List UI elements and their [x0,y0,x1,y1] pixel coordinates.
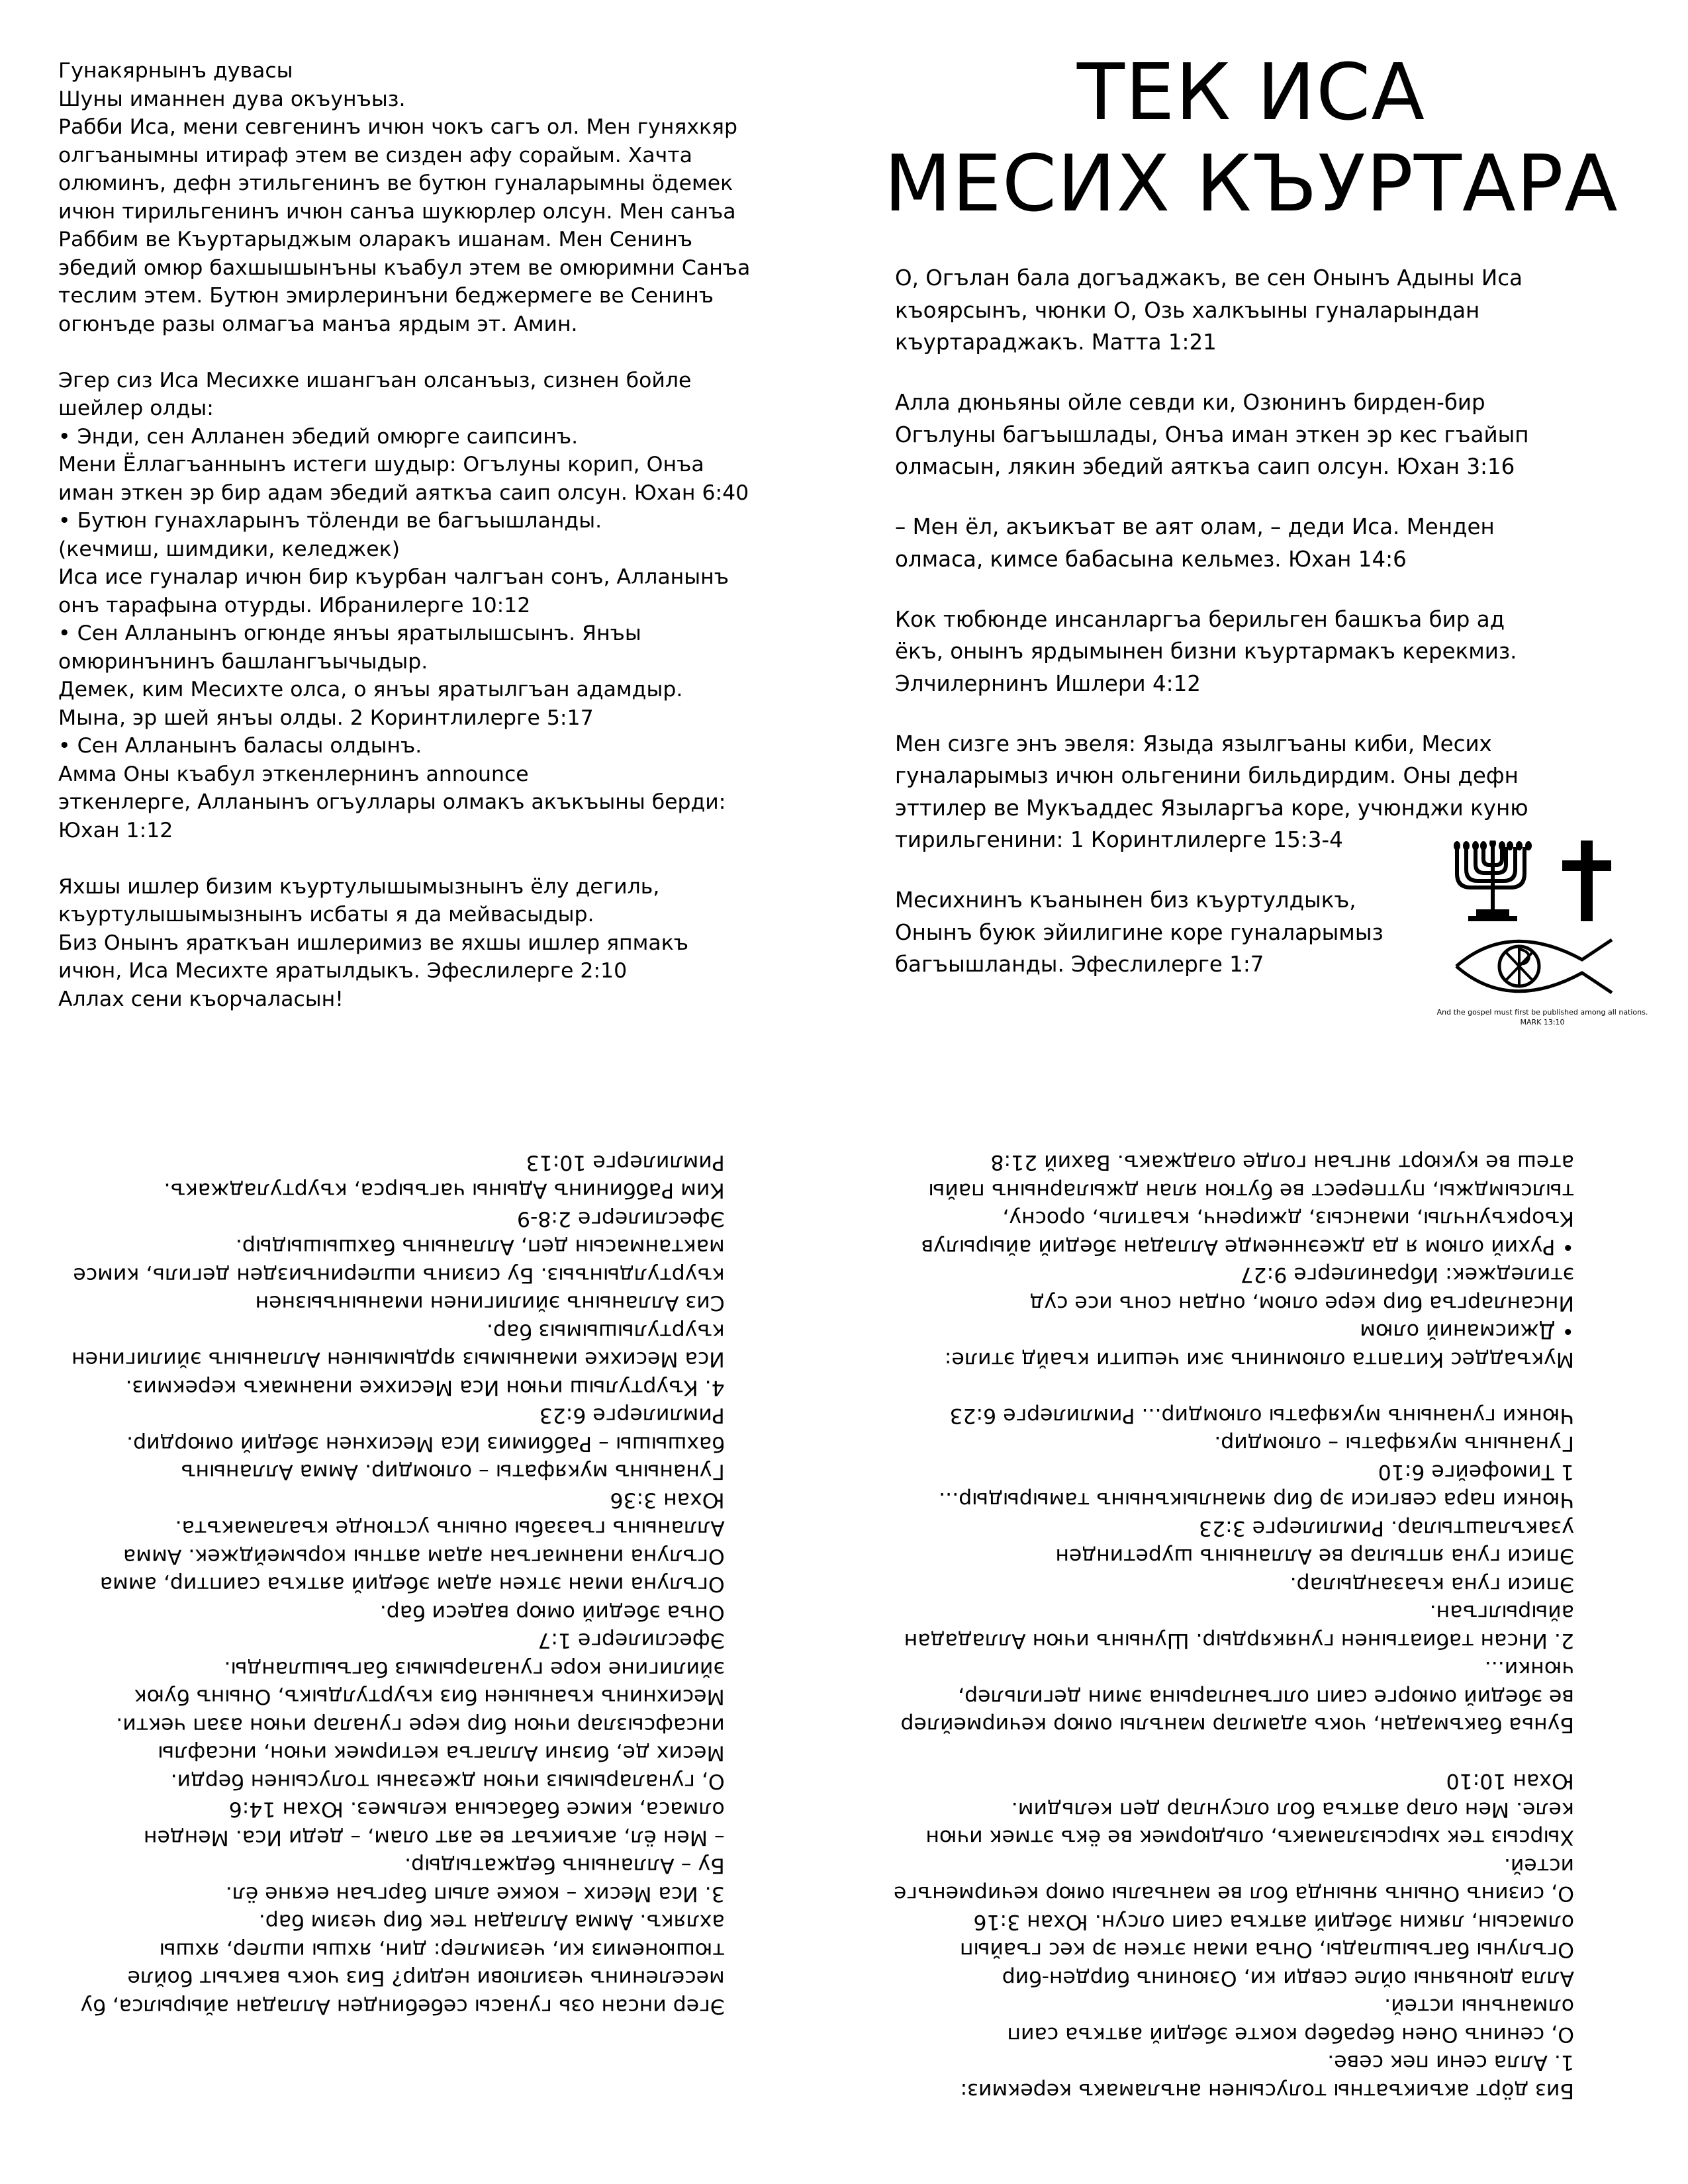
gospel-line: Ким Раббининъ Адыны чагъырса, къуртуладжакъ. [164,1179,725,1203]
prayer-line: олгъанымны итираф этем ве сизден афу сорайым. Хачта [58,143,692,167]
verse-line: олмаса, кимсе бабасына кельмез. Юхан 14:6 [895,546,1407,572]
gospel-line: ахлякъ. Амма Алладан тек бир чезим бар. [258,1910,725,1934]
verse-line: багъышланды. Эфеслилерге 1:7 [895,952,1264,977]
steps-line: Инсанларгъа бир кере олюм, ондан сонъ исе суд [1029,1291,1574,1315]
gospel-line: Эгер инсан озь гунасы себебинден Алладан айырылса, бу [80,1994,725,2019]
title-line-2: МЕСИХ КЪУРТАРА [884,138,1618,229]
gospel-line: Месихнинъ къанынен биз къуртулдыкъ, Онынъ буюк [134,1685,725,1709]
gospel-line: меселенинъ чезилюви недир? Биз чокъ вакъыт бойле [127,1966,725,1990]
prayer-line: Иса исе гуналар ичюн бир къурбан чалгъан сонъ, Алланынъ [58,565,729,589]
prayer-line: (кечмиш, шимдики, келеджек) [58,537,400,561]
gospel-line: Юхан 3:36 [610,1488,725,1512]
prayer-line: • Сен Алланынъ огюнде янъы яратылышсынъ. Янъы [58,621,641,645]
prayer-line: олюминъ, дефн этильгенинъ ве бутюн гуналарымны ӧдемек [58,171,733,195]
verse-line: къуртараджакъ. Матта 1:21 [895,330,1217,355]
verse-line [895,359,1529,387]
prayer-line: Мени Ёллагъаннынъ истеги шудыр: Огълуны корип, Онъа [58,453,704,477]
steps-line: Мукъаддес Китапта олюмнинъ эки чешити къайд этиле: [944,1347,1574,1371]
fish-icon [1456,940,1612,993]
verse-line: Элчилернинъ Ишлери 4:12 [895,670,1201,696]
steps-line [894,1739,1574,1768]
verse-line: къоярсынъ, чюнки О, Озь халкъыны гуналарындан [895,297,1480,323]
prayer-line: Биз Онынъ яраткъан ишлеримиз ве яхшы ишлер япмакъ [58,931,688,955]
steps-line: олманъны истей. [1384,1994,1574,2019]
steps-line: Хырсыз тек хырсызламакъ, ольдюрмек ве ёкъ этмек ичюн [925,1825,1574,1850]
steps-line: Чюнки пара севгиси эр бир яманлыкънынъ тамырыдыр... [939,1488,1574,1512]
prayer-line: Эгер сиз Иса Месихке ишангъан олсанъыз, сизнен бойле [58,368,692,392]
prayer-line: Шуны иманнен дува окъунъыз. [58,87,406,111]
prayer-line: Яхшы ишлер бизим къуртулышымызнынъ ёлу дегиль, [58,874,660,899]
gospel-line: О, гуналарымыз ичюн джезаны толусынен берди. [170,1769,725,1794]
gospel-column-rotated [71,1148,725,2021]
menorah-icon [1454,841,1532,921]
prayer-line: эбедий омюр бахшышынъны къабул этем ве омюримни Санъа [58,255,751,280]
verse-line: Огълуны багъышлады, Онъа иман эткен эр кес гъайып [895,422,1529,447]
prayer-line: иман эткен эр бир адам эбедий аяткъа саип олсун. Юхан 6:40 [58,480,749,505]
steps-line: Гунанынъ мукяфаты – олюмдир. [1214,1432,1574,1456]
prayer-line: Демек, ким Месихте олса, о янъы яратылгъан адамдыр. [58,678,683,702]
prayer-line: ичюн, Иса Месихте яратылдыкъ. Эфеслилерге 2:10 [58,959,628,983]
prayer-line: Раббим ве Къуртарыджым оларакъ ишанам. Мен Сенинъ [58,228,692,251]
gospel-line: къуртулышымыз бар. [486,1319,725,1343]
steps-line: • Рухий олюм я да джеэннемде Алладан эбедий айырылув [921,1235,1574,1259]
steps-line: тылсымджы, путперест ве бутюн ялан джыларнынъ пайы [928,1179,1574,1203]
steps-line: Алла дюньяны ойле севди ки, Озюнинъ бирден-бир [1002,1966,1574,1990]
prayer-line: ичюн тирильгенинъ ичюн санъа шукюрлер олсун. Мен санъа [58,199,736,224]
gospel-line: Огълуна иман эткен адам эбедий аяткъа саиптир, амма [99,1572,725,1596]
verse-line: Онынъ буюк эйилигине коре гуналарымыз [895,919,1383,945]
prayer-line: • Сен Алланынъ баласы олдынъ. [58,734,422,758]
prayer-line: • Бутюн гунахларынъ тӧленди ве багъышланды. [58,509,602,533]
steps-column-rotated [894,1148,1574,2105]
gospel-line: Эфеслилерге 2:8-9 [516,1206,725,1231]
gospel-line: Месих де, бизни Аллагъа кетирмек ичюн, инсафлы [158,1741,725,1765]
prayer-line: Мына, эр шей янъы олды. 2 Коринтлилерге 5:17 [58,705,594,730]
prayer-column [58,57,750,1013]
verses-column [895,262,1529,981]
steps-line: 2. Инсан табиатынен гунякярдыр. Шунынъ ичюн Аллададан [904,1629,1574,1653]
gospel-line: мактанмасын деп, Алланынъ бахшышыдыр. [235,1235,725,1259]
prayer-line: Гунакярнынъ дувасы [58,59,293,83]
verse-line [895,700,1529,728]
gospel-line: Огълуна инанмагъан адам аятны корьмейджек. Амма [122,1544,725,1569]
verse-line: ёкъ, онынъ ярдымынен бизни къуртармакъ керекмиз. [895,639,1517,664]
prayer-line: Юхан 1:12 [58,818,173,842]
gospel-line: олмаса, кимсе бабасына кельмез. Юхан 14:6 [228,1797,725,1821]
verse-line: Месихнинъ къанынен биз къуртулдыкъ, [895,887,1356,913]
prayer-line: омюринънинъ башлангъычыдыр. [58,649,428,674]
gospel-line: Алланынъ гъазабы онынъ устюнде къаламакъта. [175,1516,725,1540]
steps-line: атеш ве кукюрт янгъан голде оладжакъ. Вахий 21:8 [990,1150,1574,1175]
page-title [861,46,1642,229]
steps-line: Эписи гуна къазандылар. [1289,1572,1574,1596]
steps-line: истей. [1503,1854,1574,1878]
gospel-line: Сиз Алланынъ эйилигинен иманынъызнен [255,1291,725,1315]
cross-icon [1562,841,1611,921]
verse-line: эттилер ве Мукъаддес Языларгъа коре, учюнджи куню [895,795,1528,821]
verse-line [895,483,1529,512]
title-line-1: ТЕК ИСА [1076,46,1426,138]
prayer-line: онъ тарафына отурды. Ибранилерге 10:12 [58,593,531,617]
steps-line: ве эбедий омюрге саип олгъанларына эмин дегильлер, [958,1685,1574,1709]
steps-line: Эписи гуна яптылар ве Алланынъ шуретинден [1055,1544,1574,1569]
gospel-line: инсафсызлар ичюн бир кере гуналар ичюн азап чекти. [116,1713,725,1737]
gospel-line: Бу – Алланынъ беджатыдыр. [404,1854,725,1878]
gospel-line: Римлилерге 10:13 [526,1150,725,1175]
gospel-line: бахшышы – Раббимиз Иса Месихнен эбедий омюрдир. [126,1432,725,1456]
steps-line: узакълаштылар. Римлилерге 3:23 [1198,1516,1574,1540]
verse-line: Кок тюбюнде инсанларгъа берильген башкъа бир ад [895,606,1505,632]
verse-line: – Мен ёл, акъикъат ве аят олам, – деди Иса. Менден [895,514,1495,539]
emblem-caption: And the gospel must first be published among all nations. MARK 13:10 [1436,1008,1648,1026]
steps-line: Биз дӧрт акъикъатны толусынен анъламакъ керекмиз: [960,2079,1574,2103]
verse-line: тирильгенини: 1 Коринтлилерге 15:3-4 [895,827,1343,852]
steps-line: келе. Мен олар аяткъа бол олсунлар деп кельдим. [1011,1797,1574,1821]
verse-line: гуналарымыз ичюн ольгенини бильдирдим. Оны дефн [895,763,1519,788]
gospel-line: Гунанынъ мукяфаты – олюмдир. Амма Алланынъ [181,1460,725,1484]
gospel-line: Римлилерге 6:23 [539,1404,725,1428]
verse-line: Мен сизге энъ эвеля: Языда язылгъаны киби, Месих [895,731,1492,756]
prayer-line: шейлер олды: [58,396,214,420]
steps-line: Юхан 10:10 [1446,1769,1574,1794]
gospel-line: эйилигине коре гуналарымыз багъышланды. [224,1657,725,1681]
prayer-line: Амма Оны къабул эткенлернинъ announce [58,762,529,786]
steps-line: Огълуны багъышлады, Онъа иман эткен эр кес гъайып [959,1938,1574,1962]
steps-line: олмасын, лякин эбедий аяткъа саип олсун. Юхан 3:16 [973,1910,1574,1934]
prayer-line [58,844,750,873]
steps-line: Къоркъунчлы, имансыз, джиренч, къатиль, оросну, [1002,1206,1574,1231]
steps-line: 1 Тимофейге 6:10 [1378,1460,1574,1484]
gospel-line: къуртулдынъыз. Бу сизинъ ишлеринъизден дегиль, кимсе [73,1263,725,1287]
gospel-line: Эфеслилерге 1:7 [538,1629,725,1653]
steps-line [894,1373,1574,1402]
steps-line: Чюнки гунанынъ мукяфаты олюмдир... Римлилерге 6:23 [949,1404,1574,1428]
verse-line: О, Огълан бала догъаджакъ, ве сен Онынъ Адыны Иса [895,265,1523,291]
gospel-line: 3. Иса Месих – кокке алып баргъан екяне ёл. [225,1882,725,1906]
prayer-line: • Энди, сен Алланен эбедий омюрге саипсинъ. [58,424,579,449]
prayer-line: теслим этем. Бутюн эмирлеринъни беджермеге ве Сенинъ [58,284,714,308]
prayer-line [58,338,750,367]
prayer-line: эткенлерге, Алланынъ огъуллары олмакъ акъкъыны берди: [58,790,726,814]
verse-line [895,575,1529,604]
steps-line: чюнки... [1484,1657,1574,1681]
steps-line: О, сизинъ Онынъ янында бол ве манъалы омюр кечирменъге [894,1882,1574,1906]
prayer-line: Аллах сени къорчаласын! [58,987,344,1011]
steps-line: О, сенинъ Онен берабер кокте эбедий аяткъа саип [1007,2023,1574,2046]
prayer-line: огюнъде разы олмагъа манъа ярдым эт. Амин. [58,312,578,336]
gospel-line: Онъа эбедий омюр вадеси бар. [379,1600,725,1625]
steps-line: этиледжек: Ибранилерге 9:27 [1240,1263,1574,1287]
steps-line: айырылгъан. [1429,1600,1574,1625]
gospel-line: тюшюнемиз ки, чезимлер: дин, яхшы ишлер, яхшы [159,1938,725,1962]
steps-line: • Джисманий олюм [1360,1319,1574,1343]
prayer-line: Рабби Иса, мени севгенинъ ичюн чокъ сагъ ол. Мен гуняхкяр [58,115,737,139]
verse-line: олмасын, лякин эбедий аяткъа саип олсун. Юхан 3:16 [895,454,1515,479]
prayer-line: къуртулышымызнынъ исбаты я да мейвасыдыр. [58,903,594,927]
verse-line: Алла дюньяны ойле севди ки, Озюнинъ бирден-бир [895,390,1485,415]
gospel-line: – Мен ёл, акъикъат ве аят олам, – деди Иса. Менден [143,1825,725,1850]
gospel-line: 4. Къуртулыш ичюн Иса Месихке инанмакъ керекмиз. [125,1375,725,1400]
steps-line: 1. Алла сени пек севе. [1327,2050,1574,2075]
faith-emblem-image [1450,841,1642,1066]
gospel-line: Иса Месихке иманымыз ярдымынен Алланынъ эйилигинен [71,1347,725,1371]
steps-line: Буньа бакъмадан, чокъ адамлар манълы омюр кечирмейлер [900,1713,1574,1737]
verse-line [895,856,1529,885]
